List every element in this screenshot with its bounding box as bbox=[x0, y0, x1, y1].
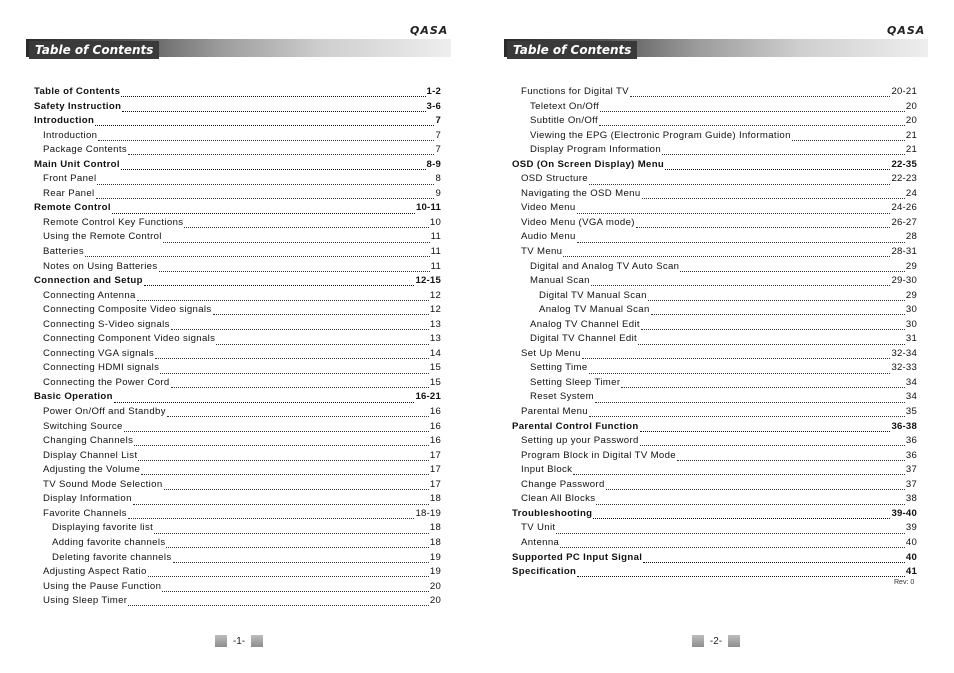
toc-entry-page: 18 bbox=[429, 522, 441, 534]
toc-entry-title: Video Menu bbox=[521, 202, 576, 214]
toc-dot-leader bbox=[600, 102, 905, 112]
toc-entry-title: Analog TV Manual Scan bbox=[539, 304, 650, 316]
toc-dot-leader bbox=[636, 218, 891, 228]
toc-entry-title: Main Unit Control bbox=[34, 158, 120, 170]
toc-entry-title: Power On/Off and Standby bbox=[43, 406, 166, 418]
toc-entry-title: Safety Instruction bbox=[34, 100, 122, 112]
toc-entry[interactable] bbox=[512, 318, 917, 333]
toc-entry[interactable] bbox=[34, 449, 441, 464]
toc-entry-title: Supported PC Input Signal bbox=[512, 551, 643, 563]
toc-dot-leader bbox=[630, 87, 891, 97]
toc-entry-title: OSD (On Screen Display) Menu bbox=[512, 158, 665, 170]
toc-dot-leader bbox=[563, 247, 890, 257]
toc-entry[interactable] bbox=[512, 347, 917, 362]
toc-entry-page: 37 bbox=[905, 464, 917, 476]
toc-dot-leader bbox=[124, 422, 429, 432]
toc-entry[interactable] bbox=[34, 274, 441, 289]
toc-dot-leader bbox=[662, 145, 905, 155]
toc-entry[interactable] bbox=[512, 129, 917, 144]
toc-entry-title: Setting Sleep Timer bbox=[530, 376, 621, 388]
toc-dot-leader bbox=[163, 233, 430, 243]
toc-entry-title: Analog TV Channel Edit bbox=[530, 318, 640, 330]
toc-dot-leader bbox=[95, 116, 434, 126]
toc-entry[interactable] bbox=[512, 230, 917, 245]
toc-dot-leader bbox=[589, 407, 905, 417]
toc-dot-leader bbox=[155, 349, 429, 359]
toc-entry-page: 17 bbox=[429, 449, 441, 461]
toc-entry[interactable] bbox=[34, 303, 441, 318]
toc-dot-leader bbox=[171, 320, 429, 330]
toc-entry[interactable] bbox=[512, 85, 917, 100]
toc-dot-leader bbox=[556, 524, 904, 534]
toc-entry-page: 34 bbox=[905, 391, 917, 403]
toc-entry-page: 10 bbox=[429, 216, 441, 228]
toc-entry-title: Rear Panel bbox=[43, 187, 95, 199]
toc-entry-title: Connecting Composite Video signals bbox=[43, 304, 212, 316]
toc-entry-title: Adding favorite channels bbox=[52, 536, 166, 548]
toc-entry[interactable] bbox=[34, 245, 441, 260]
toc-entry-title: TV Unit bbox=[521, 522, 556, 534]
toc-entry-page: 37 bbox=[905, 478, 917, 490]
toc-dot-leader bbox=[160, 364, 429, 374]
toc-entry-page: 40 bbox=[905, 551, 917, 563]
toc-entry[interactable] bbox=[34, 536, 441, 551]
toc-entry-title: Changing Channels bbox=[43, 435, 134, 447]
toc-entry-title: Introduction bbox=[34, 115, 95, 127]
toc-dot-leader bbox=[173, 553, 429, 563]
toc-entry-title: Teletext On/Off bbox=[530, 100, 600, 112]
toc-entry-page: 20 bbox=[905, 115, 917, 127]
section-header-title: Table of Contents bbox=[507, 41, 637, 59]
toc-entry-page: 10-11 bbox=[415, 202, 441, 214]
toc-entry[interactable] bbox=[512, 260, 917, 275]
toc-entry-page: 8-9 bbox=[426, 158, 441, 170]
toc-dot-leader bbox=[640, 436, 905, 446]
toc-entry-page: 39 bbox=[905, 522, 917, 534]
toc-entry-title: OSD Structure bbox=[521, 173, 588, 185]
toc-dot-leader bbox=[121, 87, 425, 97]
toc-entry[interactable] bbox=[512, 158, 917, 173]
toc-entry-title: Batteries bbox=[43, 246, 85, 258]
toc-dot-leader bbox=[167, 407, 429, 417]
toc-dot-leader bbox=[171, 378, 429, 388]
toc-entry-page: 29 bbox=[905, 289, 917, 301]
toc-dot-leader bbox=[141, 465, 429, 475]
toc-dot-leader bbox=[122, 102, 425, 112]
toc-entry[interactable] bbox=[34, 129, 441, 144]
toc-entry-page: 40 bbox=[905, 536, 917, 548]
toc-entry[interactable] bbox=[34, 230, 441, 245]
toc-entry-page: 20 bbox=[429, 580, 441, 592]
toc-entry-title: Audio Menu bbox=[521, 231, 576, 243]
toc-dot-leader bbox=[148, 567, 429, 577]
toc-entry-page: 7 bbox=[435, 129, 441, 141]
toc-entry-page: 15 bbox=[429, 376, 441, 388]
toc-dot-leader bbox=[128, 596, 429, 606]
toc-entry-page: 35 bbox=[905, 406, 917, 418]
toc-entry-page: 20 bbox=[429, 595, 441, 607]
manual-page-right bbox=[477, 0, 954, 673]
toc-entry-title: Connecting VGA signals bbox=[43, 347, 155, 359]
toc-entry-title: Display Information bbox=[43, 493, 132, 505]
toc-entry-title: Basic Operation bbox=[34, 391, 113, 403]
toc-dot-leader bbox=[164, 480, 429, 490]
toc-entry-page: 11 bbox=[430, 246, 441, 258]
toc-entry[interactable] bbox=[512, 289, 917, 304]
toc-entry-title: Navigating the OSD Menu bbox=[521, 187, 641, 199]
toc-entry-title: Input Block bbox=[521, 464, 573, 476]
toc-entry-page: 9 bbox=[435, 187, 441, 199]
toc-entry[interactable] bbox=[34, 260, 441, 275]
toc-entry-title: Manual Scan bbox=[530, 275, 590, 287]
toc-dot-leader bbox=[643, 553, 905, 563]
toc-entry-page: 12 bbox=[429, 304, 441, 316]
toc-entry-title: Connecting Antenna bbox=[43, 289, 136, 301]
toc-entry[interactable] bbox=[512, 405, 917, 420]
toc-dot-leader bbox=[138, 451, 428, 461]
page-number: -2- bbox=[692, 634, 740, 648]
toc-dot-leader bbox=[133, 495, 429, 505]
toc-entry[interactable] bbox=[512, 303, 917, 318]
toc-list bbox=[34, 85, 441, 609]
toc-entry-title: Setting Time bbox=[530, 362, 588, 374]
toc-entry-title: Antenna bbox=[521, 536, 560, 548]
toc-entry-page: 22-23 bbox=[891, 173, 917, 185]
toc-entry-page: 15 bbox=[429, 362, 441, 374]
toc-dot-leader bbox=[144, 276, 415, 286]
toc-entry-page: 18-19 bbox=[415, 507, 441, 519]
toc-entry-page: 14 bbox=[429, 347, 441, 359]
toc-entry-page: 41 bbox=[905, 566, 917, 578]
toc-entry-page: 13 bbox=[429, 318, 441, 330]
toc-entry[interactable] bbox=[34, 463, 441, 478]
toc-dot-leader bbox=[112, 204, 415, 214]
toc-entry-page: 17 bbox=[429, 478, 441, 490]
toc-entry-page: 38 bbox=[905, 493, 917, 505]
toc-entry-title: Switching Source bbox=[43, 420, 123, 432]
toc-dot-leader bbox=[121, 160, 426, 170]
toc-dot-leader bbox=[97, 175, 434, 185]
toc-entry-page: 24 bbox=[905, 187, 917, 199]
toc-entry-title: Adjusting Aspect Ratio bbox=[43, 566, 147, 578]
toc-dot-leader bbox=[665, 160, 890, 170]
toc-entry-title: Connecting S-Video signals bbox=[43, 318, 170, 330]
toc-entry[interactable] bbox=[34, 100, 441, 115]
toc-dot-leader bbox=[96, 189, 435, 199]
toc-entry-page: 24-26 bbox=[891, 202, 917, 214]
toc-entry-title: TV Menu bbox=[521, 246, 563, 258]
toc-entry-title: Adjusting the Volume bbox=[43, 464, 141, 476]
toc-entry[interactable] bbox=[512, 143, 917, 158]
toc-entry-page: 36 bbox=[905, 449, 917, 461]
toc-entry-title: Troubleshooting bbox=[512, 507, 593, 519]
toc-dot-leader bbox=[606, 480, 905, 490]
toc-entry-title: Change Password bbox=[521, 478, 605, 490]
toc-entry[interactable] bbox=[34, 420, 441, 435]
toc-entry-title: Favorite Channels bbox=[43, 507, 127, 519]
toc-entry[interactable] bbox=[34, 551, 441, 566]
toc-entry[interactable] bbox=[34, 143, 441, 158]
toc-dot-leader bbox=[154, 524, 429, 534]
toc-entry-title: Parental Menu bbox=[521, 406, 588, 418]
toc-dot-leader bbox=[648, 291, 905, 301]
toc-entry-title: Display Program Information bbox=[530, 144, 662, 156]
toc-entry[interactable] bbox=[34, 361, 441, 376]
toc-entry-page: 11 bbox=[430, 231, 441, 243]
toc-dot-leader bbox=[162, 582, 429, 592]
toc-entry[interactable] bbox=[34, 376, 441, 391]
toc-entry-page: 28-31 bbox=[891, 246, 917, 258]
toc-entry[interactable] bbox=[34, 521, 441, 536]
toc-entry[interactable] bbox=[512, 114, 917, 129]
toc-entry-page: 26-27 bbox=[891, 216, 917, 228]
toc-entry[interactable] bbox=[34, 492, 441, 507]
toc-entry[interactable] bbox=[34, 565, 441, 580]
toc-entry-title: Connecting HDMI signals bbox=[43, 362, 160, 374]
toc-entry[interactable] bbox=[512, 172, 917, 187]
toc-entry-page: 18 bbox=[429, 493, 441, 505]
toc-entry-title: Introduction bbox=[43, 129, 98, 141]
toc-entry[interactable] bbox=[512, 551, 917, 566]
toc-entry[interactable] bbox=[34, 347, 441, 362]
toc-entry-page: 32-34 bbox=[891, 347, 917, 359]
toc-entry-title: Connecting the Power Cord bbox=[43, 376, 170, 388]
toc-entry-title: Parental Control Function bbox=[512, 420, 639, 432]
toc-dot-leader bbox=[641, 320, 905, 330]
toc-entry-page: 19 bbox=[429, 551, 441, 563]
toc-entry[interactable] bbox=[34, 172, 441, 187]
toc-entry-title: Using the Pause Function bbox=[43, 580, 162, 592]
toc-entry[interactable] bbox=[512, 434, 917, 449]
toc-entry-page: 16 bbox=[429, 435, 441, 447]
toc-entry-page: 28 bbox=[905, 231, 917, 243]
toc-entry-page: 16 bbox=[429, 406, 441, 418]
toc-entry-title: Program Block in Digital TV Mode bbox=[521, 449, 676, 461]
toc-entry[interactable] bbox=[34, 158, 441, 173]
toc-entry-page: 16 bbox=[429, 420, 441, 432]
toc-entry-title: Setting up your Password bbox=[521, 435, 639, 447]
toc-dot-leader bbox=[577, 233, 905, 243]
toc-entry[interactable] bbox=[512, 521, 917, 536]
toc-entry[interactable] bbox=[512, 100, 917, 115]
toc-entry-page: 12-15 bbox=[415, 275, 441, 287]
toc-entry-page: 30 bbox=[905, 318, 917, 330]
toc-entry[interactable] bbox=[512, 376, 917, 391]
toc-entry-title: Displaying favorite list bbox=[52, 522, 154, 534]
toc-entry-title: Functions for Digital TV bbox=[521, 86, 629, 97]
toc-entry[interactable] bbox=[512, 201, 917, 216]
toc-entry-page: 30 bbox=[905, 304, 917, 316]
toc-entry[interactable] bbox=[512, 216, 917, 231]
toc-entry[interactable] bbox=[512, 245, 917, 260]
toc-entry[interactable] bbox=[34, 216, 441, 231]
toc-dot-leader bbox=[134, 436, 429, 446]
toc-dot-leader bbox=[166, 538, 428, 548]
toc-entry-title: Digital TV Channel Edit bbox=[530, 333, 638, 345]
toc-entry-title: Deleting favorite channels bbox=[52, 551, 172, 563]
toc-entry-title: Remote Control bbox=[34, 202, 111, 214]
toc-entry-page: 20 bbox=[905, 100, 917, 112]
toc-entry[interactable] bbox=[512, 478, 917, 493]
toc-entry[interactable] bbox=[34, 114, 441, 129]
toc-dot-leader bbox=[792, 131, 905, 141]
toc-entry-page: 7 bbox=[435, 144, 441, 156]
toc-entry[interactable] bbox=[512, 390, 917, 405]
toc-entry-title: Notes on Using Batteries bbox=[43, 260, 158, 272]
toc-dot-leader bbox=[651, 305, 905, 315]
toc-entry-page: 36 bbox=[905, 435, 917, 447]
toc-entry-title: Front Panel bbox=[43, 173, 97, 185]
toc-entry[interactable] bbox=[512, 332, 917, 347]
toc-entry-title: Using Sleep Timer bbox=[43, 595, 128, 607]
toc-dot-leader bbox=[85, 247, 430, 257]
toc-entry[interactable] bbox=[34, 507, 441, 522]
toc-entry[interactable] bbox=[34, 390, 441, 405]
toc-entry-page: 12 bbox=[429, 289, 441, 301]
toc-dot-leader bbox=[596, 495, 905, 505]
toc-entry-page: 1-2 bbox=[426, 86, 441, 97]
toc-entry[interactable] bbox=[34, 478, 441, 493]
toc-entry-title: Using the Remote Control bbox=[43, 231, 162, 243]
toc-dot-leader bbox=[621, 378, 905, 388]
toc-entry[interactable] bbox=[34, 434, 441, 449]
toc-entry-title: Viewing the EPG (Electronic Program Guide) Information bbox=[530, 129, 791, 141]
toc-dot-leader bbox=[128, 145, 434, 155]
toc-entry-page: 18 bbox=[429, 536, 441, 548]
toc-entry-title: Display Channel List bbox=[43, 449, 138, 461]
toc-list bbox=[512, 85, 917, 580]
toc-entry-page: 11 bbox=[430, 260, 441, 272]
toc-entry-title: Subtitle On/Off bbox=[530, 115, 598, 127]
toc-dot-leader bbox=[642, 189, 905, 199]
toc-entry[interactable] bbox=[34, 289, 441, 304]
toc-entry-title: Remote Control Key Functions bbox=[43, 216, 184, 228]
toc-dot-leader bbox=[638, 335, 905, 345]
toc-dot-leader bbox=[98, 131, 434, 141]
toc-entry[interactable] bbox=[34, 85, 441, 100]
toc-entry-title: Table of Contents bbox=[34, 86, 121, 97]
toc-entry-title: Clean All Blocks bbox=[521, 493, 596, 505]
toc-entry-page: 21 bbox=[905, 129, 917, 141]
toc-entry[interactable] bbox=[34, 187, 441, 202]
toc-entry-page: 29-30 bbox=[891, 275, 917, 287]
toc-dot-leader bbox=[216, 335, 429, 345]
toc-entry-page: 19 bbox=[429, 566, 441, 578]
toc-dot-leader bbox=[137, 291, 429, 301]
toc-dot-leader bbox=[213, 305, 429, 315]
toc-entry[interactable] bbox=[512, 420, 917, 435]
toc-entry-page: 20-21 bbox=[891, 86, 917, 97]
toc-entry[interactable] bbox=[34, 332, 441, 347]
toc-dot-leader bbox=[599, 116, 905, 126]
toc-dot-leader bbox=[159, 262, 430, 272]
toc-entry[interactable] bbox=[34, 318, 441, 333]
toc-entry-page: 34 bbox=[905, 376, 917, 388]
toc-entry-title: Digital TV Manual Scan bbox=[539, 289, 647, 301]
toc-entry[interactable] bbox=[34, 201, 441, 216]
toc-entry-title: Connecting Component Video signals bbox=[43, 333, 216, 345]
toc-entry[interactable] bbox=[34, 405, 441, 420]
toc-dot-leader bbox=[577, 204, 891, 214]
brand-logo: QASA bbox=[887, 24, 926, 37]
toc-entry[interactable] bbox=[512, 449, 917, 464]
toc-entry[interactable] bbox=[34, 594, 441, 609]
toc-entry[interactable] bbox=[512, 492, 917, 507]
page-number: -1- bbox=[215, 634, 263, 648]
toc-entry-title: Video Menu (VGA mode) bbox=[521, 216, 635, 228]
toc-entry-page: 31 bbox=[905, 333, 917, 345]
toc-dot-leader bbox=[640, 422, 891, 432]
toc-entry-page: 13 bbox=[429, 333, 441, 345]
toc-entry-page: 21 bbox=[905, 144, 917, 156]
toc-entry[interactable] bbox=[512, 507, 917, 522]
toc-entry[interactable] bbox=[512, 274, 917, 289]
toc-entry-page: 16-21 bbox=[415, 391, 441, 403]
toc-entry[interactable] bbox=[512, 361, 917, 376]
toc-dot-leader bbox=[560, 538, 905, 548]
toc-dot-leader bbox=[114, 393, 415, 403]
toc-entry-page: 32-33 bbox=[891, 362, 917, 374]
toc-entry-title: Set Up Menu bbox=[521, 347, 581, 359]
toc-entry[interactable] bbox=[34, 580, 441, 595]
toc-dot-leader bbox=[589, 364, 891, 374]
toc-dot-leader bbox=[593, 509, 890, 519]
brand-logo: QASA bbox=[410, 24, 449, 37]
revision-label: Rev: 0 bbox=[894, 579, 915, 586]
toc-dot-leader bbox=[677, 451, 905, 461]
toc-entry[interactable] bbox=[512, 536, 917, 551]
toc-entry-page: 3-6 bbox=[426, 100, 441, 112]
toc-entry-page: 39-40 bbox=[891, 507, 917, 519]
toc-dot-leader bbox=[577, 567, 905, 577]
toc-dot-leader bbox=[128, 509, 415, 519]
section-header-title: Table of Contents bbox=[29, 41, 159, 59]
toc-entry-title: Connection and Setup bbox=[34, 275, 143, 287]
toc-dot-leader bbox=[573, 465, 905, 475]
toc-entry-title: Specification bbox=[512, 566, 577, 578]
toc-entry-title: Package Contents bbox=[43, 144, 127, 156]
toc-dot-leader bbox=[595, 393, 905, 403]
toc-entry[interactable] bbox=[512, 565, 917, 580]
toc-entry-title: Digital and Analog TV Auto Scan bbox=[530, 260, 680, 272]
toc-dot-leader bbox=[680, 262, 905, 272]
toc-entry-page: 8 bbox=[435, 173, 441, 185]
toc-entry-page: 29 bbox=[905, 260, 917, 272]
toc-entry-page: 36-38 bbox=[891, 420, 917, 432]
toc-dot-leader bbox=[589, 175, 891, 185]
toc-dot-leader bbox=[591, 276, 891, 286]
toc-entry-title: Reset System bbox=[530, 391, 594, 403]
toc-entry-page: 7 bbox=[435, 115, 441, 127]
toc-entry-page: 22-35 bbox=[891, 158, 917, 170]
toc-entry[interactable] bbox=[512, 463, 917, 478]
toc-entry[interactable] bbox=[512, 187, 917, 202]
toc-entry-page: 17 bbox=[429, 464, 441, 476]
toc-dot-leader bbox=[184, 218, 428, 228]
toc-dot-leader bbox=[582, 349, 891, 359]
toc-entry-title: TV Sound Mode Selection bbox=[43, 478, 163, 490]
